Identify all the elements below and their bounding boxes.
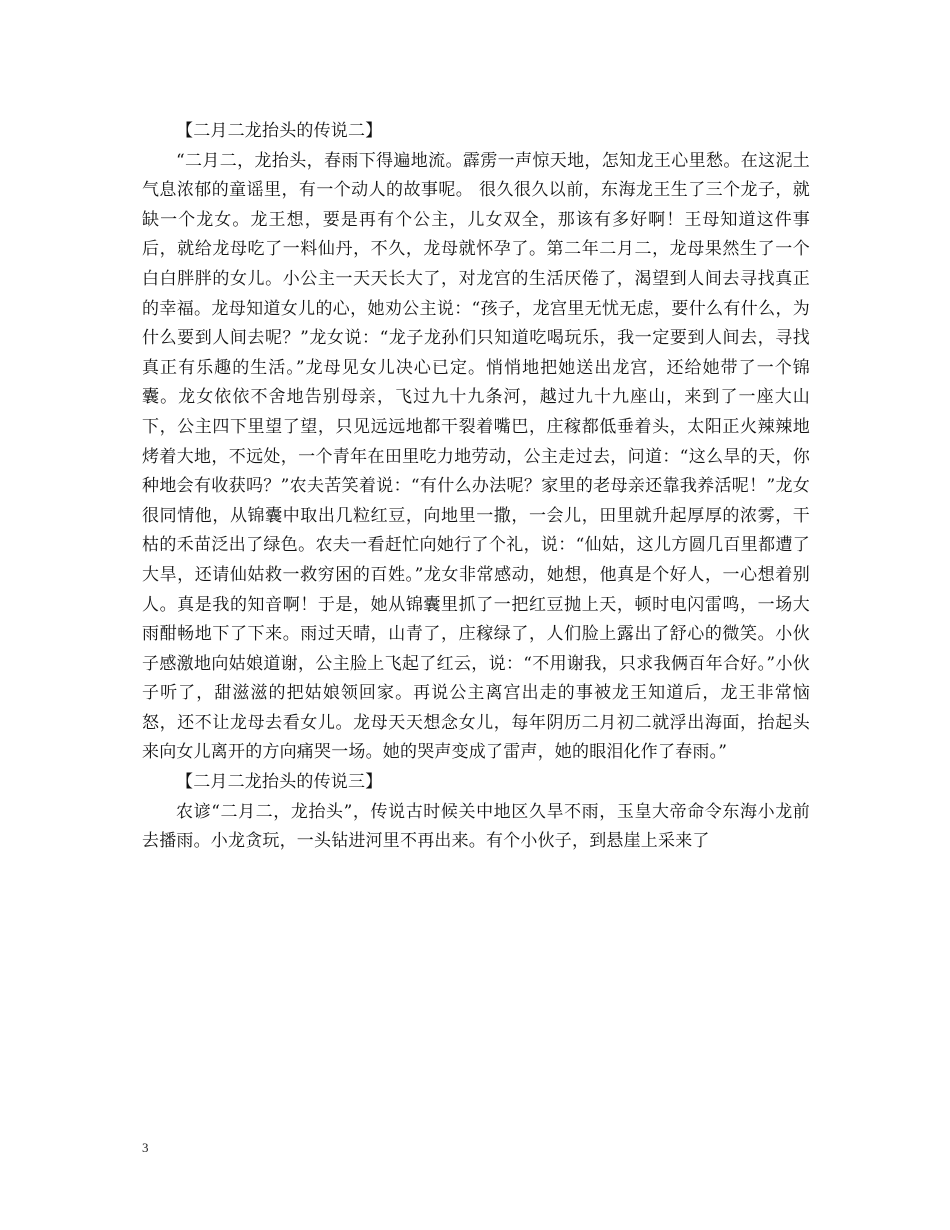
section-heading-3: 【二月二龙抬头的传说三】 bbox=[176, 772, 383, 793]
section-heading-2: 【二月二龙抬头的传说二】 bbox=[176, 121, 383, 141]
page-number: 3 bbox=[142, 1140, 149, 1155]
section-paragraph-3: 农谚“二月二，龙抬头”，传说古时候关中地区久旱不雨，玉皇大帝命令东海小龙前去播雨。小龙贪玩，一头钻进河里不再出来。有个小伙子，到悬崖上采来了 bbox=[142, 801, 810, 852]
section-paragraph-2: “二月二，龙抬头，春雨下得遍地流。霹雳一声惊天地，怎知龙王心里愁。在这泥土气息浓郁的童谣里，有一个动人的故事呢。 很久很久以前，东海龙王生了三个龙子，就缺一个龙女。龙王想，要是再有个公主，儿女双全，那该有多好啊！王母知道这件事后，就给龙母吃了一料仙丹，不久，龙母就怀孕了。第二年二月二，龙母果然生了一个白白胖胖的女儿。小公主一天天长大了，对龙宫的生活厌倦了，渴望到人间去寻找真正的幸福。龙母知道女儿的心，她劝公主说：“孩子，龙宫里无忧无虑，要什么有什么，为什么要到人间去呢？”龙女说：“龙子龙孙们只知道吃喝玩乐，我一定要到人间去，寻找真正有乐趣的生活。”龙母见女儿决心已定。悄悄地把她送出龙宫，还给她带了一个锦囊。龙女依依不舍地告别母亲，飞过九十九条河，越过九十九座山，来到了一座大山下，公主四下里望了望，只见远远地都干裂着嘴巴，庄稼都低垂着头，太阳正火辣辣地烤着大地，不远处，一个青年在田里吃力地劳动，公主走过去，问道：“这么旱的天，你种地会有收获吗？”农夫苦笑着说：“有什么办法呢？家里的老母亲还靠我养活呢！”龙女很同情他，从锦囊中取出几粒红豆，向地里一撒，一会儿，田里就升起厚厚的浓雾，干枯的禾苗泛出了绿色。农夫一看赶忙向她行了个礼，说：“仙姑，这儿方圆几百里都遭了大旱，还请仙姑救一救穷困的百姓。”龙女非常感动，她想，他真是个好人，一心想着别人。真是我的知音啊！于是，她从锦囊里抓了一把红豆抛上天，顿时电闪雷鸣，一场大雨酣畅地下了下来。雨过天晴，山青了，庄稼绿了，人们脸上露出了舒心的微笑。小伙子感激地向姑娘道谢，公主脸上飞起了红云，说：“不用谢我，只求我俩百年合好。”小伙子听了，甜滋滋的把姑娘领回家。再说公主离宫出走的事被龙王知道后，龙王非常恼怒，还不让龙母去看女儿。龙母天天想念女儿，每年阴历二月初二就浮出海面，抬起头来向女儿离开的方向痛哭一场。她的哭声变成了雷声，她的眼泪化作了春雨。” bbox=[142, 150, 810, 763]
document-body bbox=[142, 117, 810, 857]
